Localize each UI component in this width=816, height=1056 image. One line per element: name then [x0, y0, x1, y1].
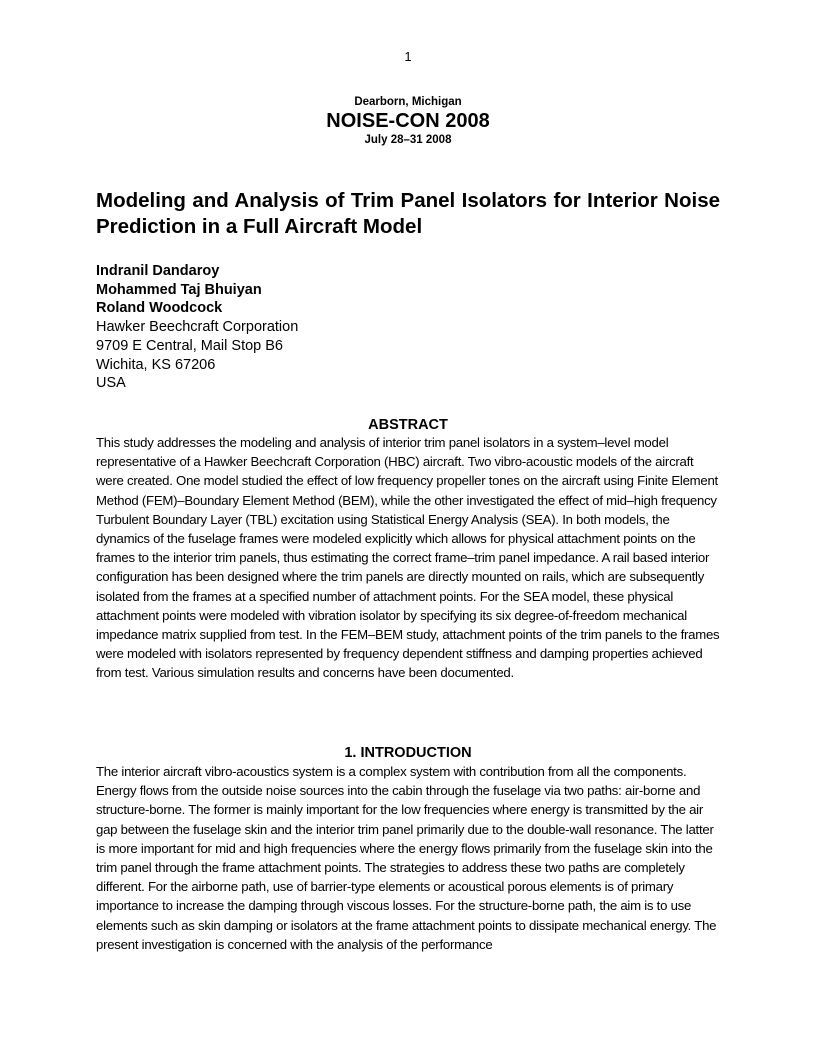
paper-title: Modeling and Analysis of Trim Panel Isolators for Interior Noise Prediction in a Full Aircraft Model — [96, 189, 720, 238]
page-number: 1 — [404, 49, 412, 64]
affiliation-organization: Hawker Beechcraft Corporation — [96, 319, 299, 336]
introduction-heading: 1. INTRODUCTION — [344, 745, 472, 761]
abstract-text: This study addresses the modeling and analysis of interior trim panel isolators in a system–level model representative of a Hawker Beechcraft Corporation (HBC) aircraft. Two vibro-acoustic models of the aircraft were created. One model studied the effect of low frequency propeller tones on the aircraft using Finite Element Method (FEM)–Boundary Element Method (BEM), while the other investigated the effect of mid–high frequency Turbulent Boundary Layer (TBL) excitation using Statistical Energy Analysis (SEA). In both models, the dynamics of the fuselage frames were modeled explicitly which allows for physical attachment points on the frames to the interior trim panels, thus estimating the correct frame–trim panel impedance. A rail based interior configuration has been designed where the trim panels are directly mounted on rails, which are subsequently isolated from the frames at a specified number of attachment points. For the SEA model, these physical attachment points were modeled with vibration isolator by specifying its six degree-of-freedom mechanical impedance matrix supplied from test. In the FEM–BEM study, attachment points of the trim panels to the frames were modeled with isolators represented by frequency dependent stiffness and damping properties achieved from test. Various simulation results and concerns have been documented. — [96, 435, 720, 681]
conference-header — [0, 94, 816, 148]
conference-name: NOISE-CON 2008 — [326, 110, 490, 132]
abstract-heading: ABSTRACT — [368, 417, 448, 433]
introduction-text: The interior aircraft vibro-acoustics system is a complex system with contribution from all the components. Energy flows from the outside noise sources into the cabin through the fuselage via two paths: air-borne and structure-borne. The former is mainly important for the low frequencies where energy is transmitted by the air gap between the fuselage skin and the interior trim panel primarily due to the double-wall resonance. The latter is more important for mid and high frequencies where the energy flows primarily from the fuselage skin into the trim panel through the frame attachment points. The strategies to address these two paths are completely different. For the airborne path, use of barrier-type elements or acoustical porous elements is of primary importance to increase the damping through viscous losses. For the structure-borne path, the aim is to use elements such as skin damping or isolators at the frame attachment points to dissipate mechanical energy. The present investigation is concerned with the analysis of the performance — [96, 764, 717, 952]
conference-dates: July 28–31 2008 — [364, 134, 452, 146]
conference-location: Dearborn, Michigan — [354, 96, 462, 108]
author-name: Mohammed Taj Bhuiyan — [96, 281, 262, 298]
author-name: Roland Woodcock — [96, 300, 223, 317]
affiliation-country: USA — [96, 375, 126, 392]
affiliation-city: Wichita, KS 67206 — [96, 356, 216, 373]
author-block — [96, 262, 720, 393]
affiliation-street: 9709 E Central, Mail Stop B6 — [96, 337, 283, 354]
author-name: Indranil Dandaroy — [96, 263, 220, 279]
